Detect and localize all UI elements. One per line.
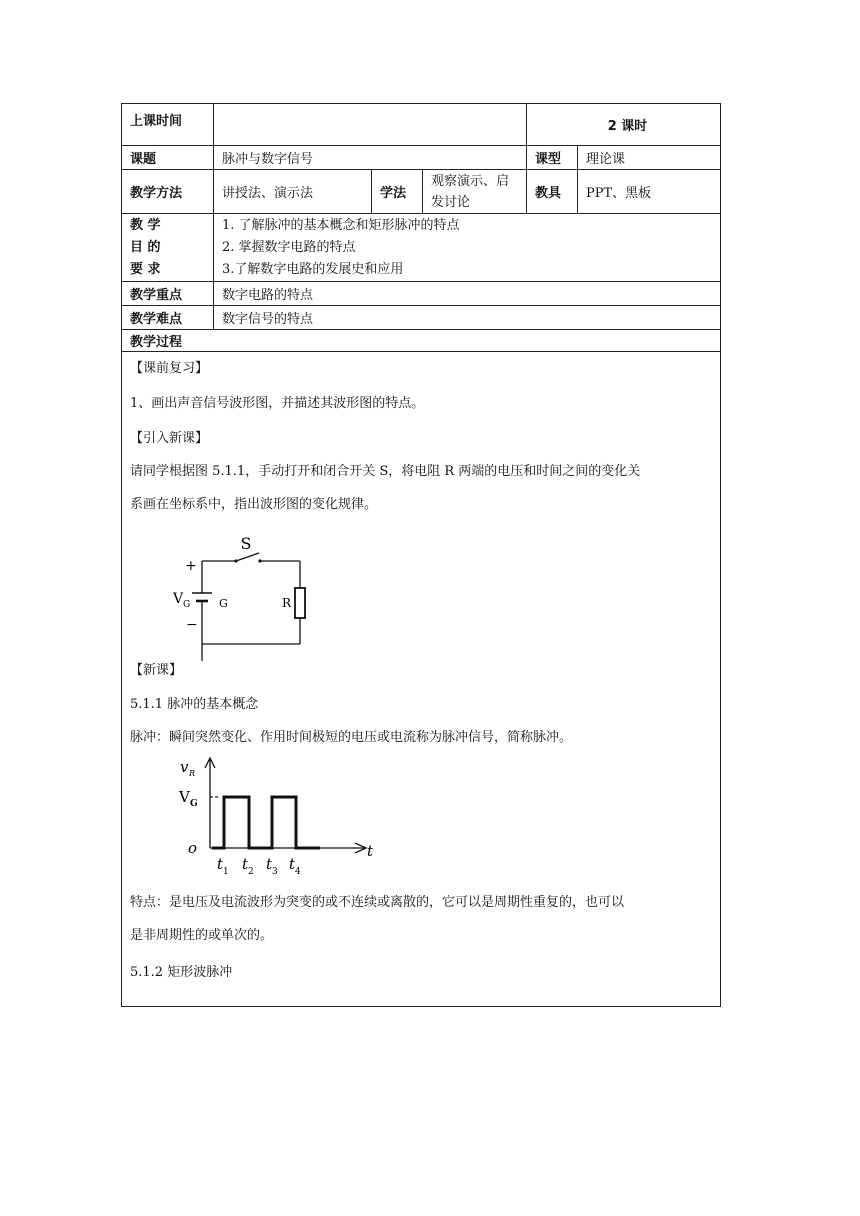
switch-blade	[236, 553, 259, 561]
source-subscript: G	[183, 600, 191, 610]
process-label: 教学过程	[122, 330, 721, 352]
key-point-label: 教学重点	[122, 282, 214, 306]
row-class-time	[122, 104, 721, 146]
difficulty-label: 教学难点	[122, 306, 214, 330]
review-item: 1、画出声音信号波形图，并描述其波形图的特点。	[130, 396, 425, 411]
tick-t1-subscript: 1	[223, 867, 229, 877]
study-method-value	[423, 170, 527, 214]
goal-item: 2. 掌握数字电路的特点	[222, 239, 356, 255]
lesson-plan-table	[121, 103, 721, 1007]
battery-label: G	[219, 597, 228, 610]
source-label: V	[173, 591, 184, 607]
tick-t1: t	[217, 855, 224, 873]
topic-value: 脉冲与数字信号	[214, 146, 527, 170]
tick-t3: t	[266, 855, 273, 873]
class-time-value	[214, 104, 527, 146]
study-method-label: 学法	[372, 170, 423, 214]
switch-label: S	[240, 534, 252, 553]
goals-label-line-2: 目 的	[130, 239, 161, 255]
lesson-type-label: 课型	[527, 146, 578, 170]
section-1-heading: 5.1.1 脉冲的基本概念	[130, 697, 259, 712]
pulse-definition: 脉冲：瞬间突然变化、作用时间极短的电压或电流称为脉冲信号，简称脉冲。	[130, 730, 573, 745]
origin-label: o	[188, 839, 198, 857]
method-label: 教学方法	[122, 170, 214, 214]
plus-sign: +	[185, 558, 197, 574]
class-hours: 2 课时	[527, 104, 721, 146]
pulse-wave	[212, 797, 320, 848]
class-time-label: 上课时间	[122, 104, 214, 146]
topic-label: 课题	[122, 146, 214, 170]
y-axis-subscript: R	[189, 769, 196, 778]
intro-line-2: 系画在坐标系中，指出波形图的变化规律。	[130, 497, 378, 512]
tools-label: 教具	[527, 170, 578, 214]
minus-sign: −	[186, 617, 198, 633]
vg-level-subscript: G	[190, 799, 198, 809]
tick-t4: t	[289, 855, 296, 873]
tick-t2: t	[242, 855, 249, 873]
goals-label-line-1: 教 学	[130, 217, 161, 233]
tick-t4-subscript: 4	[295, 867, 301, 877]
feature-line-1: 特点：是电压及电流波形为突变的或不连续或离散的，它可以是周期性重复的，也可以	[130, 895, 625, 910]
feature-line-2: 是非周期性的或单次的。	[130, 928, 274, 943]
switch-contact	[258, 559, 261, 562]
process-body	[122, 352, 721, 1007]
intro-heading: 【引入新课】	[130, 431, 209, 446]
row-process-label	[122, 330, 721, 352]
study-method-line-1: 观察演示、启	[431, 173, 510, 189]
review-heading: 【课前复习】	[130, 361, 209, 376]
key-point-value: 数字电路的特点	[214, 282, 721, 306]
tools-value: PPT、黑板	[578, 170, 721, 214]
vg-level-label: V	[179, 788, 190, 806]
goals-list	[214, 214, 721, 282]
study-method-line-2: 发讨论	[431, 194, 471, 210]
lesson-type-value: 理论课	[578, 146, 721, 170]
row-key-point	[122, 282, 721, 306]
pulse-waveform-diagram	[172, 752, 392, 884]
row-method	[122, 170, 721, 214]
section-2-heading: 5.1.2 矩形波脉冲	[130, 965, 233, 980]
row-goals	[122, 214, 721, 282]
method-value: 讲授法、演示法	[214, 170, 372, 214]
row-topic	[122, 146, 721, 170]
goal-item: 3.了解数字电路的发展史和应用	[222, 261, 404, 277]
x-axis-label: t	[367, 842, 374, 860]
goals-label	[122, 214, 214, 282]
circuit-diagram	[166, 533, 346, 661]
row-process-body	[122, 352, 721, 1007]
goals-label-line-3: 要 求	[130, 261, 161, 277]
new-lesson-heading: 【新课】	[130, 663, 183, 678]
resistor-label: R	[282, 596, 292, 610]
difficulty-value: 数字信号的特点	[214, 306, 721, 330]
intro-line-1: 请同学根据图 5.1.1，手动打开和闭合开关 S，将电阻 R 两端的电压和时间之间的变化关	[130, 464, 641, 479]
row-difficulty	[122, 306, 721, 330]
switch-contact	[234, 559, 237, 562]
goal-item: 1. 了解脉冲的基本概念和矩形脉冲的特点	[222, 217, 460, 233]
resistor-symbol	[295, 588, 305, 618]
y-axis-label: v	[180, 758, 189, 776]
tick-t2-subscript: 2	[248, 867, 254, 877]
tick-t3-subscript: 3	[272, 867, 278, 877]
